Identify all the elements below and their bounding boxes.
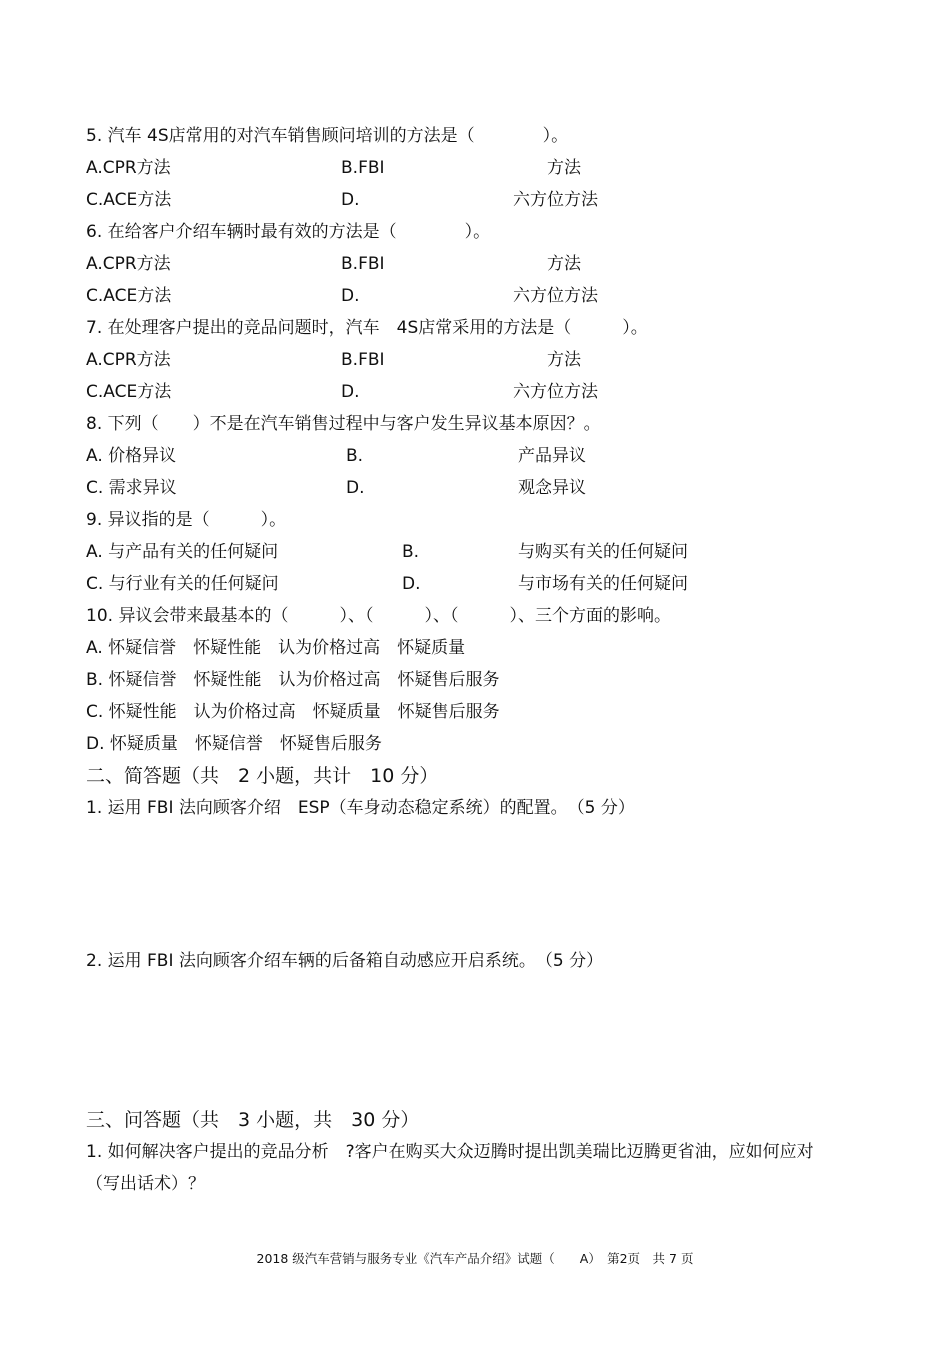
page-footer: 2018 级汽车营销与服务专业《汽车产品介绍》试题（ A） 第2页 共 7 页 bbox=[256, 1251, 694, 1266]
q10-option-d: D. 怀疑质量 怀疑信誉 怀疑售后服务 bbox=[86, 734, 382, 754]
q7-option-b: B.FBI bbox=[341, 350, 385, 370]
q6-option-d-text: 六方位方法 bbox=[513, 286, 598, 306]
q5-option-c: C.ACE方法 bbox=[86, 190, 172, 210]
question-7-stem: 7. 在处理客户提出的竞品问题时，汽车 4S店常采用的方法是（ ）。 bbox=[86, 318, 648, 338]
section-2-question-1: 1. 运用 FBI 法向顾客介绍 ESP（车身动态稳定系统）的配置。 （5 分） bbox=[86, 798, 635, 818]
q8-option-a: A. 价格异议 bbox=[86, 446, 177, 466]
question-8-stem: 8. 下列（ ）不是在汽车销售过程中与客户发生异议基本原因？。 bbox=[86, 414, 601, 434]
q9-option-d: D. bbox=[402, 574, 421, 594]
q10-option-a: A. 怀疑信誉 怀疑性能 认为价格过高 怀疑质量 bbox=[86, 638, 466, 658]
q7-option-b-text: 方法 bbox=[547, 350, 581, 370]
section-3-title: 三、问答题（共 3 小题，共 30 分） bbox=[86, 1109, 420, 1131]
q7-option-d-text: 六方位方法 bbox=[513, 382, 598, 402]
question-9-stem: 9. 异议指的是（ ）。 bbox=[86, 510, 287, 530]
q8-option-d: D. bbox=[346, 478, 365, 498]
q9-option-d-text: 与市场有关的任何疑问 bbox=[518, 574, 688, 594]
q6-option-d: D. bbox=[341, 286, 360, 306]
q6-option-b-text: 方法 bbox=[547, 254, 581, 274]
question-10-stem: 10. 异议会带来最基本的（ ）、（ ）、（ ）、三个方面的影响。 bbox=[86, 606, 671, 626]
q9-option-a: A. 与产品有关的任何疑问 bbox=[86, 542, 279, 562]
q7-option-a: A.CPR方法 bbox=[86, 350, 171, 370]
q7-option-c: C.ACE方法 bbox=[86, 382, 172, 402]
section-3-question-1: 1. 如何解决客户提出的竞品分析 ?客户在购买大众迈腾时提出凯美瑞比迈腾更省油，应如何应对（写出话术）？ bbox=[86, 1142, 814, 1194]
q5-option-d: D. bbox=[341, 190, 360, 210]
q8-option-d-text: 观念异议 bbox=[518, 478, 586, 498]
section-2-question-2: 2. 运用 FBI 法向顾客介绍车辆的后备箱自动感应开启系统。 （5 分） bbox=[86, 951, 604, 971]
q5-option-d-text: 六方位方法 bbox=[513, 190, 598, 210]
q6-option-b: B.FBI bbox=[341, 254, 385, 274]
q10-option-c: C. 怀疑性能 认为价格过高 怀疑质量 怀疑售后服务 bbox=[86, 702, 500, 722]
q5-option-b-text: 方法 bbox=[547, 158, 581, 178]
question-5-stem: 5. 汽车 4S店常用的对汽车销售顾问培训的方法是（ ）。 bbox=[86, 126, 569, 146]
q9-option-b: B. bbox=[402, 542, 420, 562]
section-2-title: 二、简答题（共 2 小题，共计 10 分） bbox=[86, 765, 439, 787]
q8-option-b-text: 产品异议 bbox=[518, 446, 586, 466]
q9-option-b-text: 与购买有关的任何疑问 bbox=[518, 542, 688, 562]
q5-option-a: A.CPR方法 bbox=[86, 158, 171, 178]
q8-option-b: B. bbox=[346, 446, 364, 466]
q10-option-b: B. 怀疑信誉 怀疑性能 认为价格过高 怀疑售后服务 bbox=[86, 670, 500, 690]
q9-option-c: C. 与行业有关的任何疑问 bbox=[86, 574, 279, 594]
q8-option-c: C. 需求异议 bbox=[86, 478, 177, 498]
q6-option-c: C.ACE方法 bbox=[86, 286, 172, 306]
question-6-stem: 6. 在给客户介绍车辆时最有效的方法是（ ）。 bbox=[86, 222, 491, 242]
q7-option-d: D. bbox=[341, 382, 360, 402]
q6-option-a: A.CPR方法 bbox=[86, 254, 171, 274]
q5-option-b: B.FBI bbox=[341, 158, 385, 178]
